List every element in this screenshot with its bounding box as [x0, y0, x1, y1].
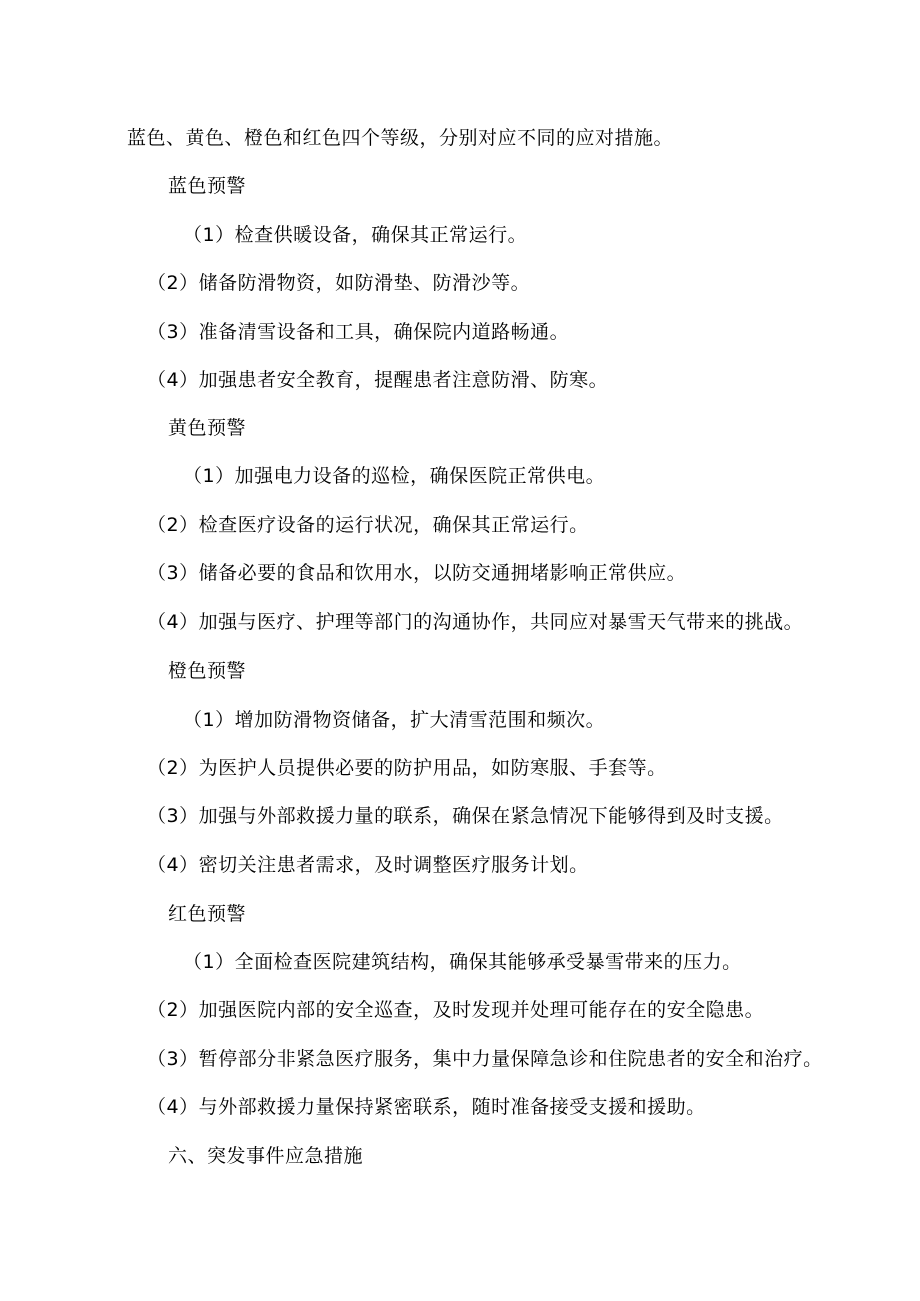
- heading-yellow-warning: 黄色预警: [168, 417, 247, 439]
- list-item-orange-4: （4）密切关注患者需求，及时调整医疗服务计划。: [147, 854, 589, 876]
- section-heading-emergency: 六、突发事件应急措施: [168, 1145, 364, 1167]
- list-item-yellow-4: （4）加强与医疗、护理等部门的沟通协作，共同应对暴雪天气带来的挑战。: [147, 611, 804, 633]
- list-item-orange-1: （1）增加防滑物资储备，扩大清雪范围和频次。: [183, 709, 606, 731]
- list-item-red-3: （3）暂停部分非紧急医疗服务，集中力量保障急诊和住院患者的安全和治疗。: [147, 1048, 823, 1070]
- list-item-blue-4: （4）加强患者安全教育，提醒患者注意防滑、防寒。: [147, 369, 609, 391]
- list-item-blue-2: （2）储备防滑物资，如防滑垫、防滑沙等。: [147, 272, 531, 294]
- list-item-orange-2: （2）为医护人员提供必要的防护用品，如防寒服、手套等。: [147, 757, 667, 779]
- list-item-yellow-3: （3）储备必要的食品和饮用水，以防交通拥堵影响正常供应。: [147, 562, 687, 584]
- list-item-blue-3: （3）准备清雪设备和工具，确保院内道路畅通。: [147, 321, 570, 343]
- paragraph-intro: 蓝色、黄色、橙色和红色四个等级，分别对应不同的应对措施。: [127, 127, 674, 149]
- list-item-red-2: （2）加强医院内部的安全巡查，及时发现并处理可能存在的安全隐患。: [147, 999, 765, 1021]
- list-item-red-4: （4）与外部救援力量保持紧密联系，随时准备接受支援和援助。: [147, 1096, 706, 1118]
- list-item-blue-1: （1）检查供暖设备，确保其正常运行。: [183, 224, 528, 246]
- heading-orange-warning: 橙色预警: [168, 660, 247, 682]
- list-item-yellow-2: （2）检查医疗设备的运行状况，确保其正常运行。: [147, 514, 589, 536]
- list-item-yellow-1: （1）加强电力设备的巡检，确保医院正常供电。: [183, 465, 606, 487]
- heading-red-warning: 红色预警: [168, 903, 247, 925]
- list-item-red-1: （1）全面检查医院建筑结构，确保其能够承受暴雪带来的压力。: [183, 951, 742, 973]
- list-item-orange-3: （3）加强与外部救援力量的联系，确保在紧急情况下能够得到及时支援。: [147, 805, 784, 827]
- heading-blue-warning: 蓝色预警: [168, 175, 247, 197]
